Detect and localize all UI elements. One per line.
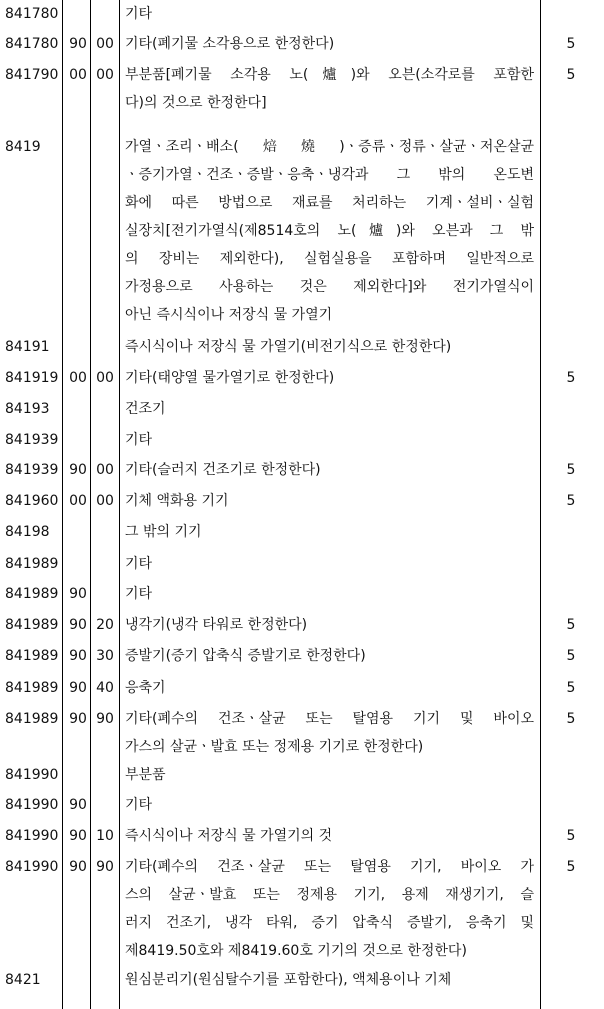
description-line: 부분품 bbox=[125, 767, 166, 783]
hs-code-cell: 841989 bbox=[5, 711, 59, 727]
sub-code-cell: 00 bbox=[96, 67, 114, 83]
description-line: 냉각기(냉각 타워로 한정한다) bbox=[125, 617, 308, 633]
sub-code-cell: 30 bbox=[96, 648, 114, 664]
description-cell bbox=[125, 674, 534, 702]
hs-code-cell: 84191 bbox=[5, 339, 50, 355]
description-line: 제8419.50호와 제8419.60호 기기의 것으로 한정한다) bbox=[125, 943, 467, 959]
sub-code-cell: 00 bbox=[96, 493, 114, 509]
sub-code-cell: 90 bbox=[69, 711, 87, 727]
table-row bbox=[0, 518, 604, 550]
table-row bbox=[0, 487, 604, 518]
description-cell bbox=[125, 426, 534, 454]
description-line: 실장치[전기가열식(제8514호의 노(爐)와 오븐과 그 밖 bbox=[125, 223, 534, 239]
description-line: 응축기 bbox=[125, 680, 166, 696]
description-cell bbox=[125, 966, 534, 994]
description-cell bbox=[125, 611, 534, 639]
sub-code-cell: 10 bbox=[96, 828, 114, 844]
table-row bbox=[0, 705, 604, 761]
description-cell bbox=[125, 853, 534, 965]
description-line: 기타(폐수의 건조ㆍ살균 또는 탈염용 기기 및 바이오 bbox=[125, 711, 534, 727]
table-row bbox=[0, 30, 604, 61]
sub-code-cell: 00 bbox=[96, 370, 114, 386]
description-line: 러지 건조기, 냉각 타워, 증기 압축식 증발기, 응축기 및 bbox=[125, 915, 534, 931]
description-line: 기타 bbox=[125, 586, 153, 602]
hs-code-cell: 841989 bbox=[5, 617, 59, 633]
sub-code-cell: 90 bbox=[69, 586, 87, 602]
description-line: 그 밖의 기기 bbox=[125, 524, 202, 540]
description-cell bbox=[125, 0, 534, 28]
table-row bbox=[0, 61, 604, 133]
description-cell bbox=[125, 133, 534, 329]
hs-code-cell: 841990 bbox=[5, 797, 59, 813]
description-cell bbox=[125, 550, 534, 578]
table-row bbox=[0, 426, 604, 456]
description-line: 기타(폐기물 소각용으로 한정한다) bbox=[125, 36, 335, 52]
description-cell bbox=[125, 822, 534, 850]
sub-code-cell: 90 bbox=[69, 859, 87, 875]
description-cell bbox=[125, 456, 534, 484]
hs-code-cell: 841989 bbox=[5, 680, 59, 696]
description-line: 기타(태양열 물가열기로 한정한다) bbox=[125, 370, 335, 386]
table-row bbox=[0, 611, 604, 642]
table-row bbox=[0, 761, 604, 791]
description-line: 스의 살균ㆍ발효 또는 정제용 기기, 용제 재생기기, 슬 bbox=[125, 887, 534, 903]
sub-code-cell: 90 bbox=[69, 828, 87, 844]
description-cell bbox=[125, 61, 534, 117]
description-line: 증발기(증기 압축식 증발기로 한정한다) bbox=[125, 648, 366, 664]
table-row bbox=[0, 456, 604, 487]
table-row bbox=[0, 966, 604, 1006]
table-row bbox=[0, 364, 604, 395]
description-cell bbox=[125, 364, 534, 392]
table-row bbox=[0, 0, 604, 30]
sub-code-cell: 00 bbox=[69, 493, 87, 509]
description-line: 건조기 bbox=[125, 401, 166, 417]
description-line: 기타(폐수의 건조ㆍ살균 또는 탈염용 기기, 바이오 가 bbox=[125, 859, 534, 875]
rate-cell: 5 bbox=[566, 828, 576, 844]
table-row bbox=[0, 642, 604, 674]
hs-code-cell: 841790 bbox=[5, 67, 59, 83]
description-line: 다)의 것으로 한정한다] bbox=[125, 95, 267, 111]
hs-code-cell: 841990 bbox=[5, 828, 59, 844]
description-line: 즉시식이나 저장식 물 가열기(비전기식으로 한정한다) bbox=[125, 339, 452, 355]
table-row bbox=[0, 550, 604, 580]
description-line: 가정용으로 사용하는 것은 제외한다]와 전기가열식이 bbox=[125, 279, 534, 295]
hs-code-cell: 84193 bbox=[5, 401, 50, 417]
sub-code-cell: 90 bbox=[69, 680, 87, 696]
sub-code-cell: 90 bbox=[69, 797, 87, 813]
sub-code-cell: 20 bbox=[96, 617, 114, 633]
description-cell bbox=[125, 518, 534, 546]
table-row bbox=[0, 853, 604, 966]
description-cell bbox=[125, 333, 534, 361]
description-line: 아닌 즉시식이나 저장식 물 가열기 bbox=[125, 307, 333, 323]
hs-code-cell: 841989 bbox=[5, 556, 59, 572]
sub-code-cell: 00 bbox=[69, 370, 87, 386]
sub-code-cell: 90 bbox=[96, 859, 114, 875]
description-line: 기타 bbox=[125, 432, 153, 448]
description-line: 기타(슬러지 건조기로 한정한다) bbox=[125, 462, 321, 478]
description-line: 기타 bbox=[125, 556, 153, 572]
table-row bbox=[0, 395, 604, 426]
description-line: 가스의 살균ㆍ발효 또는 정제용 기기로 한정한다) bbox=[125, 739, 424, 755]
rate-cell: 5 bbox=[566, 36, 576, 52]
rate-cell: 5 bbox=[566, 617, 576, 633]
sub-code-cell: 00 bbox=[96, 36, 114, 52]
sub-code-cell: 90 bbox=[69, 36, 87, 52]
description-line: ㆍ증기가열ㆍ건조ㆍ증발ㆍ응축ㆍ냉각과 그 밖의 온도변 bbox=[125, 167, 534, 183]
sub-code-cell: 00 bbox=[69, 67, 87, 83]
hs-code-cell: 84198 bbox=[5, 524, 50, 540]
description-cell bbox=[125, 487, 534, 515]
description-line: 기체 액화용 기기 bbox=[125, 493, 229, 509]
table-row bbox=[0, 791, 604, 822]
description-cell bbox=[125, 761, 534, 789]
hs-code-cell: 8419 bbox=[5, 139, 41, 155]
rate-cell: 5 bbox=[566, 493, 576, 509]
hs-code-cell: 841780 bbox=[5, 6, 59, 22]
rate-cell: 5 bbox=[566, 648, 576, 664]
sub-code-cell: 90 bbox=[69, 617, 87, 633]
hs-code-cell: 841780 bbox=[5, 36, 59, 52]
hs-code-cell: 841939 bbox=[5, 432, 59, 448]
sub-code-cell: 90 bbox=[96, 711, 114, 727]
sub-code-cell: 00 bbox=[96, 462, 114, 478]
description-line: 기타 bbox=[125, 6, 153, 22]
hs-code-cell: 841939 bbox=[5, 462, 59, 478]
description-cell bbox=[125, 30, 534, 58]
description-cell bbox=[125, 705, 534, 761]
sub-code-cell: 90 bbox=[69, 648, 87, 664]
hs-code-cell: 841989 bbox=[5, 648, 59, 664]
hs-code-cell: 841919 bbox=[5, 370, 59, 386]
description-line: 즉시식이나 저장식 물 가열기의 것 bbox=[125, 828, 333, 844]
description-line: 화에 따른 방법으로 재료를 처리하는 기계ㆍ설비ㆍ실험 bbox=[125, 195, 534, 211]
rate-cell: 5 bbox=[566, 859, 576, 875]
description-line: 가열ㆍ조리ㆍ배소(焙燒)ㆍ증류ㆍ정류ㆍ살균ㆍ저온살균 bbox=[125, 139, 534, 155]
rate-cell: 5 bbox=[566, 67, 576, 83]
description-cell bbox=[125, 580, 534, 608]
hs-code-cell: 841990 bbox=[5, 767, 59, 783]
description-line: 기타 bbox=[125, 797, 153, 813]
rate-cell: 5 bbox=[566, 462, 576, 478]
table-row bbox=[0, 674, 604, 705]
rate-cell: 5 bbox=[566, 370, 576, 386]
description-line: 부분품[폐기물 소각용 노(爐)와 오븐(소각로를 포함한 bbox=[125, 67, 534, 83]
description-line: 원심분리기(원심탈수기를 포함한다), 액체용이나 기체 bbox=[125, 972, 452, 988]
hs-code-cell: 841990 bbox=[5, 859, 59, 875]
description-cell bbox=[125, 642, 534, 670]
hs-code-cell: 841960 bbox=[5, 493, 59, 509]
description-cell bbox=[125, 791, 534, 819]
table-row bbox=[0, 822, 604, 853]
table-row bbox=[0, 333, 604, 364]
description-line: 의 장비는 제외한다), 실험실용을 포함하며 일반적으로 bbox=[125, 251, 534, 267]
description-cell bbox=[125, 395, 534, 423]
hs-code-cell: 8421 bbox=[5, 972, 41, 988]
table-row bbox=[0, 133, 604, 333]
rate-cell: 5 bbox=[566, 680, 576, 696]
table-row bbox=[0, 580, 604, 611]
sub-code-cell: 40 bbox=[96, 680, 114, 696]
rate-cell: 5 bbox=[566, 711, 576, 727]
hs-code-cell: 841989 bbox=[5, 586, 59, 602]
sub-code-cell: 90 bbox=[69, 462, 87, 478]
